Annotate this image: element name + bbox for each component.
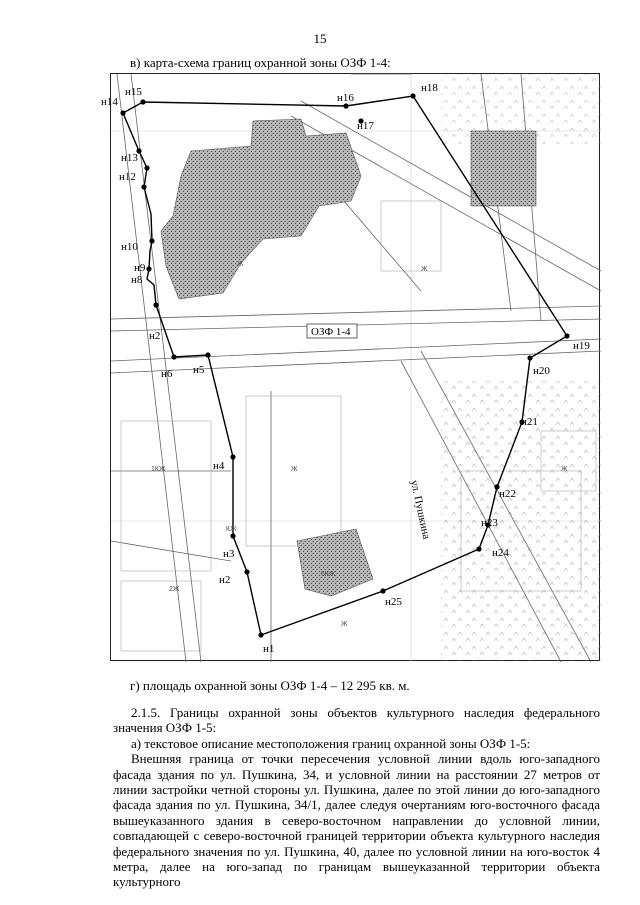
svg-text:Ж: Ж <box>561 466 568 473</box>
svg-text:ОЗФ 1-4: ОЗФ 1-4 <box>311 326 351 338</box>
page-number: 15 <box>313 31 327 46</box>
svg-text:н5: н5 <box>193 364 205 376</box>
svg-text:н4: н4 <box>213 460 225 472</box>
svg-text:н2: н2 <box>149 330 161 342</box>
svg-text:н21: н21 <box>521 416 538 428</box>
svg-text:Ж: Ж <box>237 261 244 268</box>
section-heading: 2.1.5. Границы охранной зоны объектов культурного наследия федерального значения ОЗФ 1-5: <box>113 705 600 736</box>
zone-label <box>307 324 357 338</box>
svg-text:н18: н18 <box>421 82 438 94</box>
svg-text:Ж: Ж <box>341 621 348 628</box>
svg-text:Ж: Ж <box>291 466 298 473</box>
svg-text:н17: н17 <box>357 120 374 132</box>
svg-text:КЖ: КЖ <box>226 526 237 533</box>
zone-area: г) площадь охранной зоны ОЗФ 1-4 – 12 295 кв. м. <box>130 678 410 693</box>
svg-text:н15: н15 <box>125 86 142 98</box>
map-caption: в) карта-схема границ охранной зоны ОЗФ 1-4: <box>130 55 391 70</box>
subheading: а) текстовое описание местоположения границ охранной зоны ОЗФ 1-5: <box>131 735 531 751</box>
svg-text:н19: н19 <box>573 340 590 352</box>
svg-text:н14: н14 <box>101 96 118 108</box>
svg-text:н13: н13 <box>121 152 138 164</box>
boundary-description: Внешняя граница от точки пересечения условной линии вдоль юго-западного фасада здания по ул. Пушкина, 34, и условной линии на расстоянии 27 метров от линии застройки четной стороны ул. Пушкина, далее по этой линии до юго-западного фасада здания по ул. Пушкина, 34/1, далее следуя очертаниям юго-восточного фасада вышеуказанного здания в северо-восточном направлении до условной линии, совпадающей с северо-восточной границей территории объекта культурного наследия федерального значения по ул. Пушкина, 40, далее по условной линии на юго-восток 4 метра, далее на юго-запад по границам вышеуказанной территории объекта культурного <box>113 751 600 890</box>
svg-text:2Ж: 2Ж <box>169 586 180 593</box>
section-text <box>113 705 600 890</box>
svg-text:5КЖ: 5КЖ <box>321 571 336 578</box>
svg-text:н20: н20 <box>533 365 550 377</box>
svg-text:н2: н2 <box>219 574 231 586</box>
svg-text:н10: н10 <box>121 241 138 253</box>
svg-text:н16: н16 <box>337 92 354 104</box>
svg-text:н23: н23 <box>481 517 498 529</box>
svg-text:н22: н22 <box>499 488 516 500</box>
svg-text:н25: н25 <box>385 596 402 608</box>
svg-text:н24: н24 <box>492 547 509 559</box>
svg-text:н1: н1 <box>263 643 275 655</box>
svg-text:н6: н6 <box>161 368 173 380</box>
svg-text:Ж: Ж <box>421 266 428 273</box>
svg-text:н8: н8 <box>131 274 143 286</box>
svg-text:н12: н12 <box>119 171 136 183</box>
street-label: ул. Пушкина <box>408 479 433 541</box>
svg-text:н9: н9 <box>134 262 146 274</box>
svg-text:1КЖ: 1КЖ <box>151 466 166 473</box>
zone-map <box>101 73 600 661</box>
svg-text:н3: н3 <box>223 548 235 560</box>
